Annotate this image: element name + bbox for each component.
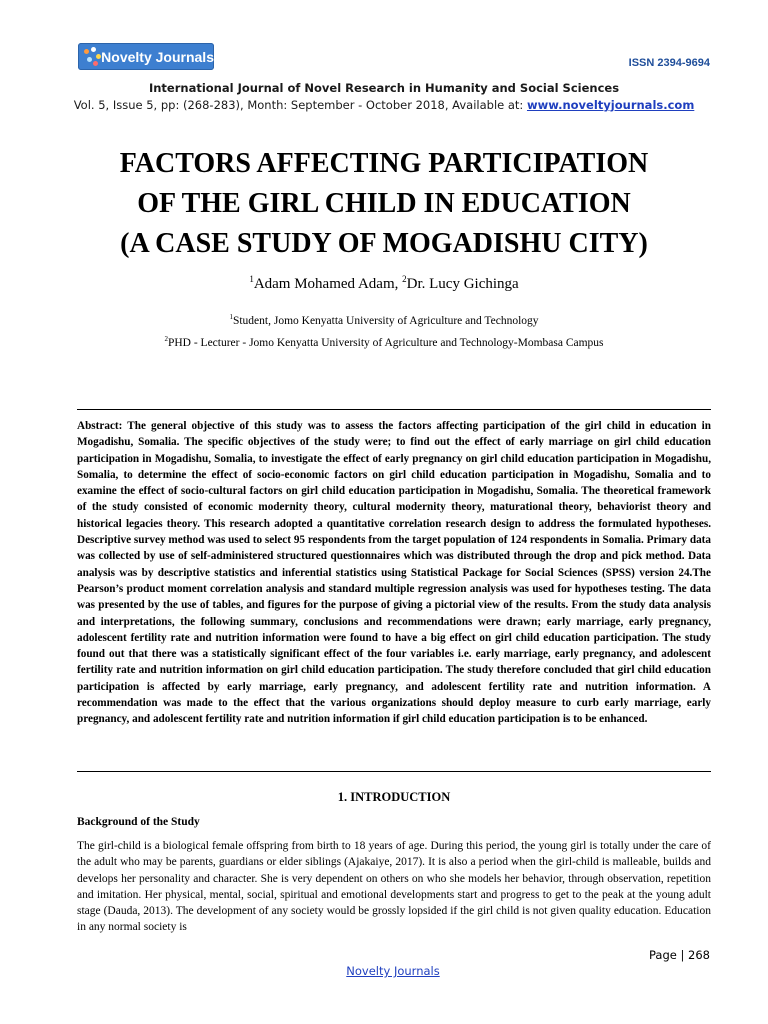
- title-line-3: (A CASE STUDY OF MOGADISHU CITY): [120, 228, 648, 259]
- title-line-2: OF THE GIRL CHILD IN EDUCATION: [137, 188, 631, 219]
- paper-title: [0, 144, 768, 264]
- affiliation-2-sup: 2: [164, 335, 168, 343]
- novelty-journals-logo: [78, 43, 214, 70]
- volume-info: Vol. 5, Issue 5, pp: (268-283), Month: September - October 2018, Available at:: [73, 98, 527, 112]
- author-1-sup: 1: [249, 274, 254, 284]
- author-2-name: Dr. Lucy Gichinga: [406, 276, 519, 292]
- section-heading: 1. INTRODUCTION: [337, 790, 451, 804]
- author-2-sup: 2: [402, 274, 407, 284]
- volume-info-line: [0, 98, 768, 112]
- footer-link[interactable]: Novelty Journals: [346, 964, 440, 978]
- affiliation-1-sup: 1: [229, 313, 233, 321]
- issn-number: ISSN 2394-9694: [628, 57, 710, 69]
- title-line-1: FACTORS AFFECTING PARTICIPATION: [119, 148, 649, 179]
- affiliation-2-text: PHD - Lecturer - Jomo Kenyatta University of Agriculture and Technology-Mombasa Campus: [167, 336, 604, 349]
- author-list: [0, 274, 768, 293]
- author-1-name: Adam Mohamed Adam,: [253, 276, 403, 292]
- affiliation-1-text: Student, Jomo Kenyatta University of Agriculture and Technology: [232, 314, 539, 327]
- affiliation-2: [0, 335, 768, 349]
- journal-name: International Journal of Novel Research in Humanity and Social Sciences: [148, 81, 620, 95]
- abstract-box: [77, 409, 711, 772]
- affiliation-1: [0, 313, 768, 327]
- website-link[interactable]: www.noveltyjournals.com: [526, 98, 695, 112]
- footer: [0, 964, 768, 978]
- abstract-text: Abstract: The general objective of this study was to assess the factors affecting participation of the girl child in education in Mogadishu, Somalia. The specific objectives of the study were; to find out the effect of early marriage on girl child education participation in Mogadishu, Somalia, to investigate the effect of early pregnancy on girl child education participation in Mogadishu, Somalia, to determine the effect of socio-economic factors on girl child education participation in Mogadishu, Somalia and to examine the effect of socio-cultural factors on girl child education participation in Mogadishu, Somalia. The theoretical framework of the study consisted of economic modernity theory, cultural modernity theory, maturational theory, behaviorist theory and historical legacies theory. This research adopted a quantitative correlation research design to address the formulated hypotheses. Descriptive survey method was used to select 95 respondents from the target population of 124 respondents in Somalia. Primary data was collected by use of self-administered structured questionnaires which was distributed through the drop and pick method. Data analysis was by descriptive statistics and inferential statistics using Statistical Package for Social Sciences (SPSS) version 24.The Pearson’s product moment correlation analysis and standard multiple regression analysis was used for hypotheses testing. The data was presented by the use of tables, and figures for the purpose of giving a pictorial view of the results. From the study data analysis and interpretations, the following summary, conclusions and recommendations were drawn; early marriage, early pregnancy, adolescent fertility rate and nutrition information were found to have a big effect on girl child education participation. The study found out that there was a statistically significant effect of the four variables i.e. early marriage, early pregnancy, and adolescent fertility rate and nutrition information on girl child education participation. The study therefore concluded that girl child education participation is affected by early marriage, early pregnancy, and adolescent fertility rate and nutrition information. A recommendation was made to the effect that the various organizations should deploy measure to curb early marriage, early pregnancy, and adolescent fertility rate and nutrition information if girl child education participation is to be enhanced.: [77, 420, 711, 726]
- page-number: Page | 268: [649, 948, 710, 962]
- subsection-heading: Background of the Study: [77, 816, 200, 828]
- logo-text: Novelty Journals: [101, 48, 214, 65]
- molecule-icon: [82, 46, 98, 68]
- body-paragraph: The girl-child is a biological female offspring from birth to 18 years of age. During this period, the young girl is totally under the care of the adult who may be parents, guardians or elder siblings (Ajakaiye, 2017). It is also a period when the girl-child is malleable, builds and develops her personality and character. She is very dependent on others on who she models her behavior, through observation, repetition and imitation. Her physical, mental, social, spiritual and emotional developments start and progress to get to the peak at the young adult stage (Dauda, 2013). The development of any society would be grossly lopsided if the girl child is not given quality education. Education in any normal society is: [77, 840, 711, 934]
